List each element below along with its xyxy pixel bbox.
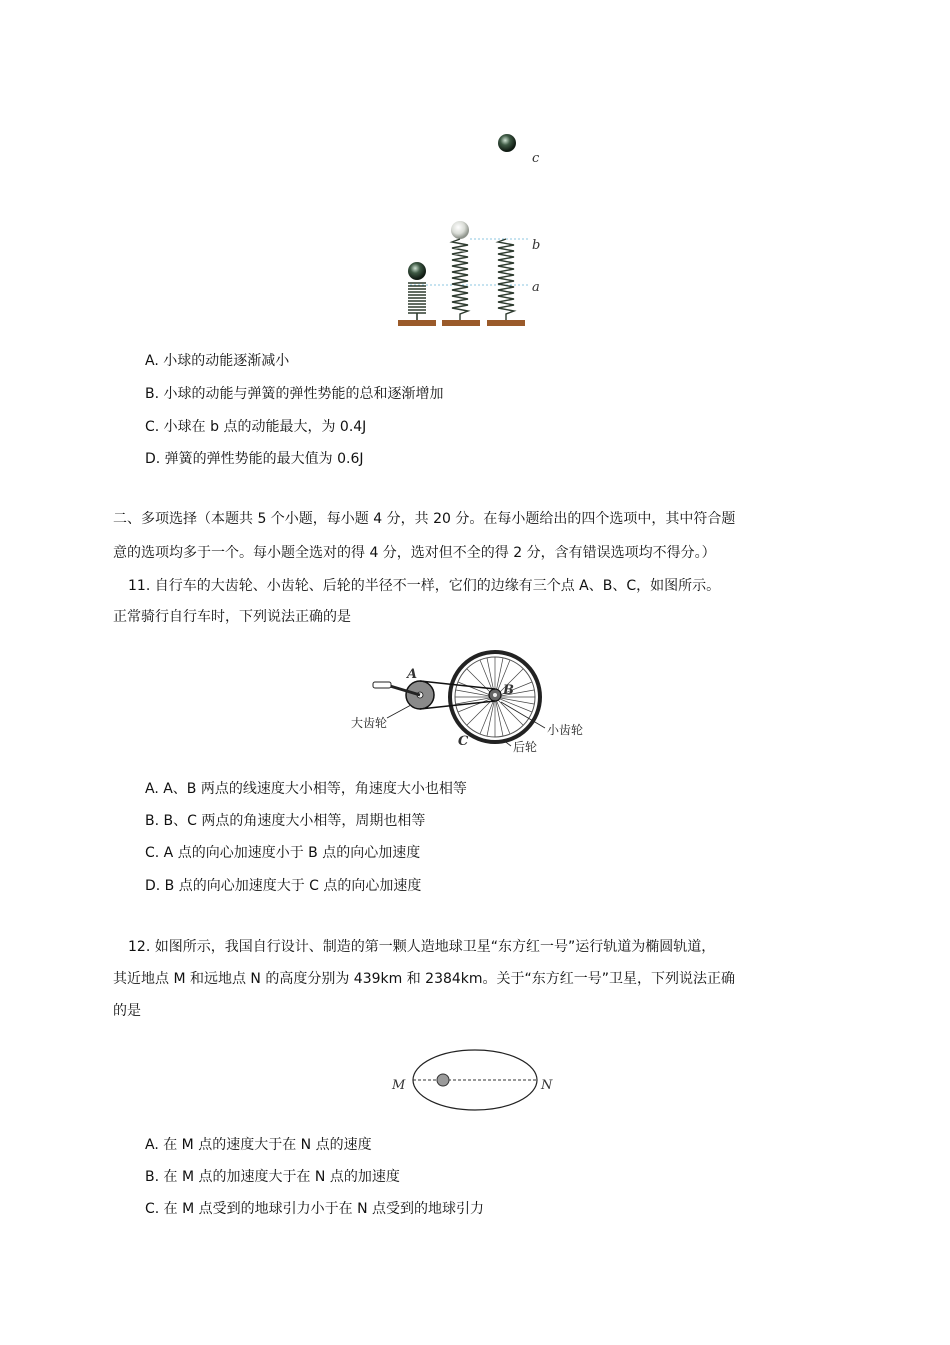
q11-option-b: B. B、C 两点的角速度大小相等，周期也相等 xyxy=(145,813,426,829)
label-c: c xyxy=(532,151,540,166)
ball-compressed xyxy=(408,262,426,280)
section2-line1: 二、多项选择（本题共 5 个小题，每小题 4 分，共 20 分。在每小题给出的四个选项中，其中符合题 xyxy=(113,511,736,527)
ball-b xyxy=(451,221,469,239)
label-M: M xyxy=(392,1078,406,1093)
q11-line1: 11. 自行车的大齿轮、小齿轮、后轮的半径不一样，它们的边缘有三个点 A、B、C，如图所示。 xyxy=(128,578,721,594)
q11-option-c: C. A 点的向心加速度小于 B 点的向心加速度 xyxy=(145,845,421,861)
q12-line2: 其近地点 M 和远地点 N 的高度分别为 439km 和 2384km。关于“东方红一号”卫星，下列说法正确 xyxy=(113,971,736,987)
spring-middle xyxy=(452,239,468,321)
label-A: A xyxy=(407,667,418,682)
q12-option-c: C. 在 M 点受到的地球引力小于在 N 点受到的地球引力 xyxy=(145,1201,485,1217)
spring-free xyxy=(498,239,514,321)
section2-line2: 意的选项均多于一个。每小题全选对的得 4 分，选对但不全的得 2 分，含有错误选项均不得分。） xyxy=(113,545,716,561)
q12-line1: 12. 如图所示，我国自行设计、制造的第一颗人造地球卫星“东方红一号”运行轨道为椭圆轨道， xyxy=(128,939,716,955)
spring-compressed xyxy=(408,283,426,321)
q10-option-b: B. 小球的动能与弹簧的弹性势能的总和逐渐增加 xyxy=(145,386,444,402)
base-1 xyxy=(398,320,436,326)
spring-ball-figure xyxy=(390,125,560,335)
q12-option-a: A. 在 M 点的速度大于在 N 点的速度 xyxy=(145,1137,372,1153)
label-rear-wheel: 后轮 xyxy=(513,740,538,754)
label-N: N xyxy=(541,1078,553,1093)
ball-c xyxy=(498,134,516,152)
label-a: a xyxy=(532,280,540,295)
q12-line3: 的是 xyxy=(113,1003,141,1019)
base-3 xyxy=(487,320,525,326)
q11-option-d: D. B 点的向心加速度大于 C 点的向心加速度 xyxy=(145,878,422,894)
bicycle-gears-figure xyxy=(345,650,595,760)
q12-option-b: B. 在 M 点的加速度大于在 N 点的加速度 xyxy=(145,1169,400,1185)
label-C: C xyxy=(458,734,469,749)
earth xyxy=(437,1074,449,1086)
label-big-gear: 大齿轮 xyxy=(351,716,388,730)
satellite-orbit-figure xyxy=(385,1045,565,1115)
q10-option-d: D. 弹簧的弹性势能的最大值为 0.6J xyxy=(145,451,364,467)
base-2 xyxy=(442,320,480,326)
label-b: b xyxy=(532,238,541,253)
pedal xyxy=(373,682,391,688)
label-B: B xyxy=(503,683,514,698)
label-small-gear: 小齿轮 xyxy=(547,723,584,737)
q10-option-c: C. 小球在 b 点的动能最大，为 0.4J xyxy=(145,419,367,435)
q11-option-a: A. A、B 两点的线速度大小相等，角速度大小也相等 xyxy=(145,781,467,797)
q10-option-a: A. 小球的动能逐渐减小 xyxy=(145,353,290,369)
q11-line2: 正常骑行自行车时，下列说法正确的是 xyxy=(113,609,351,625)
